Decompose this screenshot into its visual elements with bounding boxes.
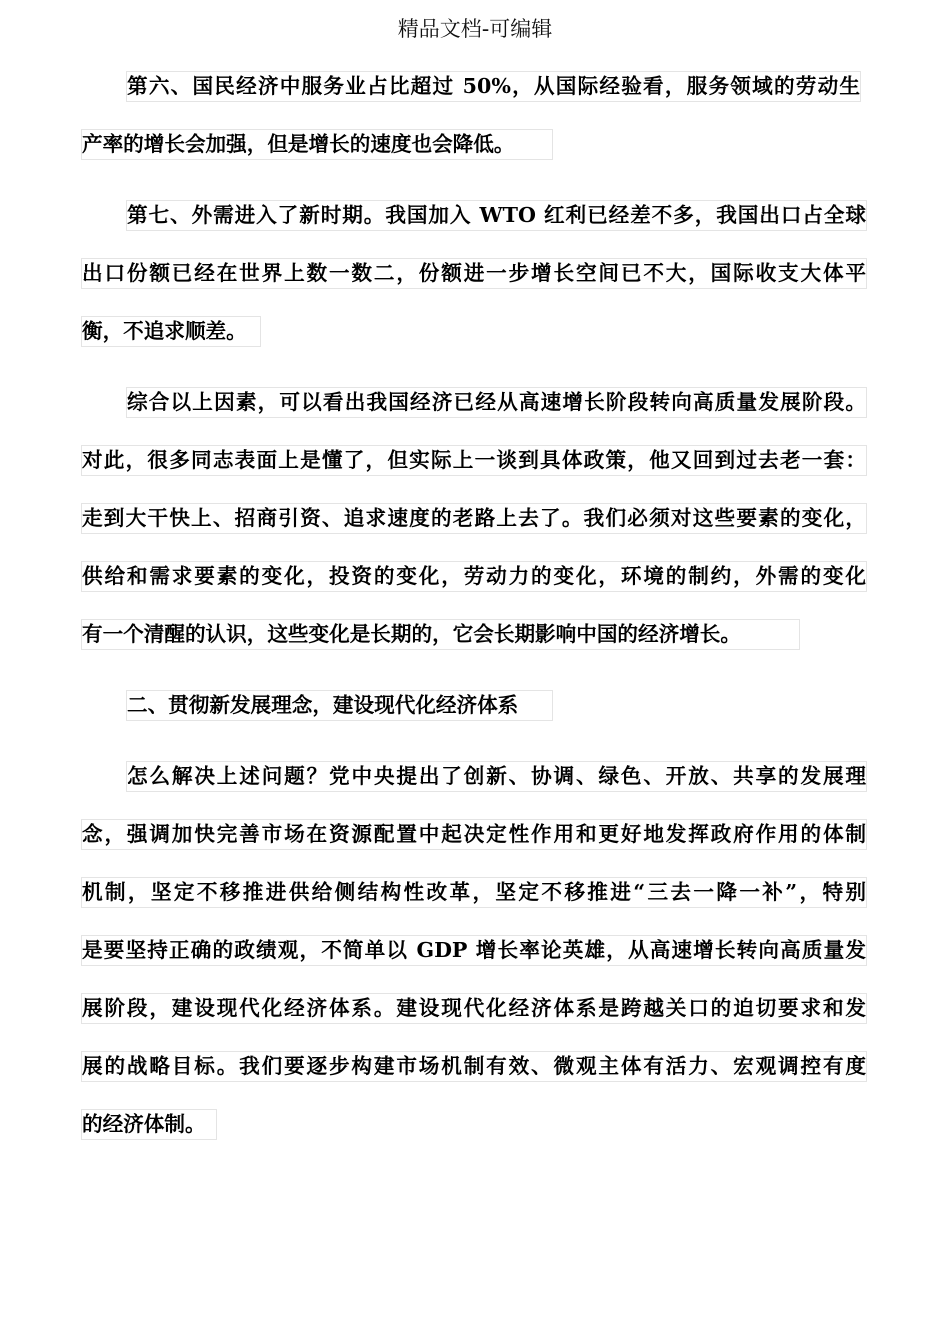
text-line: 怎么解决上述问题？党中央提出了创新、协调、绿色、开放、共享的发展理	[126, 761, 867, 792]
text-line: 机制，坚定不移推进供给侧结构性改革，坚定不移推进“三去一降一补”，特别	[81, 877, 867, 908]
page-header-title: 精品文档-可编辑	[397, 17, 553, 41]
text-line: 综合以上因素，可以看出我国经济已经从高速增长阶段转向高质量发展阶段。	[126, 387, 867, 418]
text-line: 对此，很多同志表面上是懂了，但实际上一谈到具体政策，他又回到过去老一套：	[81, 445, 867, 476]
text-line: 第六、国民经济中服务业占比超过 50%，从国际经验看，服务领域的劳动生	[126, 71, 861, 102]
text-line: 展的战略目标。我们要逐步构建市场机制有效、微观主体有活力、宏观调控有度	[81, 1051, 867, 1082]
text-line: 第七、外需进入了新时期。我国加入 WTO 红利已经差不多，我国出口占全球	[126, 200, 867, 231]
text-line: 展阶段，建设现代化经济体系。建设现代化经济体系是跨越关口的迫切要求和发	[81, 993, 867, 1024]
text-line: 是要坚持正确的政绩观，不简单以 GDP 增长率论英雄，从高速增长转向高质量发	[81, 935, 867, 966]
text-line: 供给和需求要素的变化，投资的变化，劳动力的变化，环境的制约，外需的变化	[81, 561, 867, 592]
text-line: 产率的增长会加强，但是增长的速度也会降低。	[81, 129, 553, 160]
text-line: 出口份额已经在世界上数一数二，份额进一步增长空间已不大，国际收支大体平	[81, 258, 867, 289]
section-heading: 二、贯彻新发展理念，建设现代化经济体系	[126, 690, 553, 721]
text-line: 衡，不追求顺差。	[81, 316, 261, 347]
text-line: 念，强调加快完善市场在资源配置中起决定性作用和更好地发挥政府作用的体制	[81, 819, 867, 850]
text-line: 有一个清醒的认识，这些变化是长期的，它会长期影响中国的经济增长。	[81, 619, 800, 650]
text-line: 走到大干快上、招商引资、追求速度的老路上去了。我们必须对这些要素的变化，	[81, 503, 867, 534]
text-line: 的经济体制。	[81, 1109, 217, 1140]
